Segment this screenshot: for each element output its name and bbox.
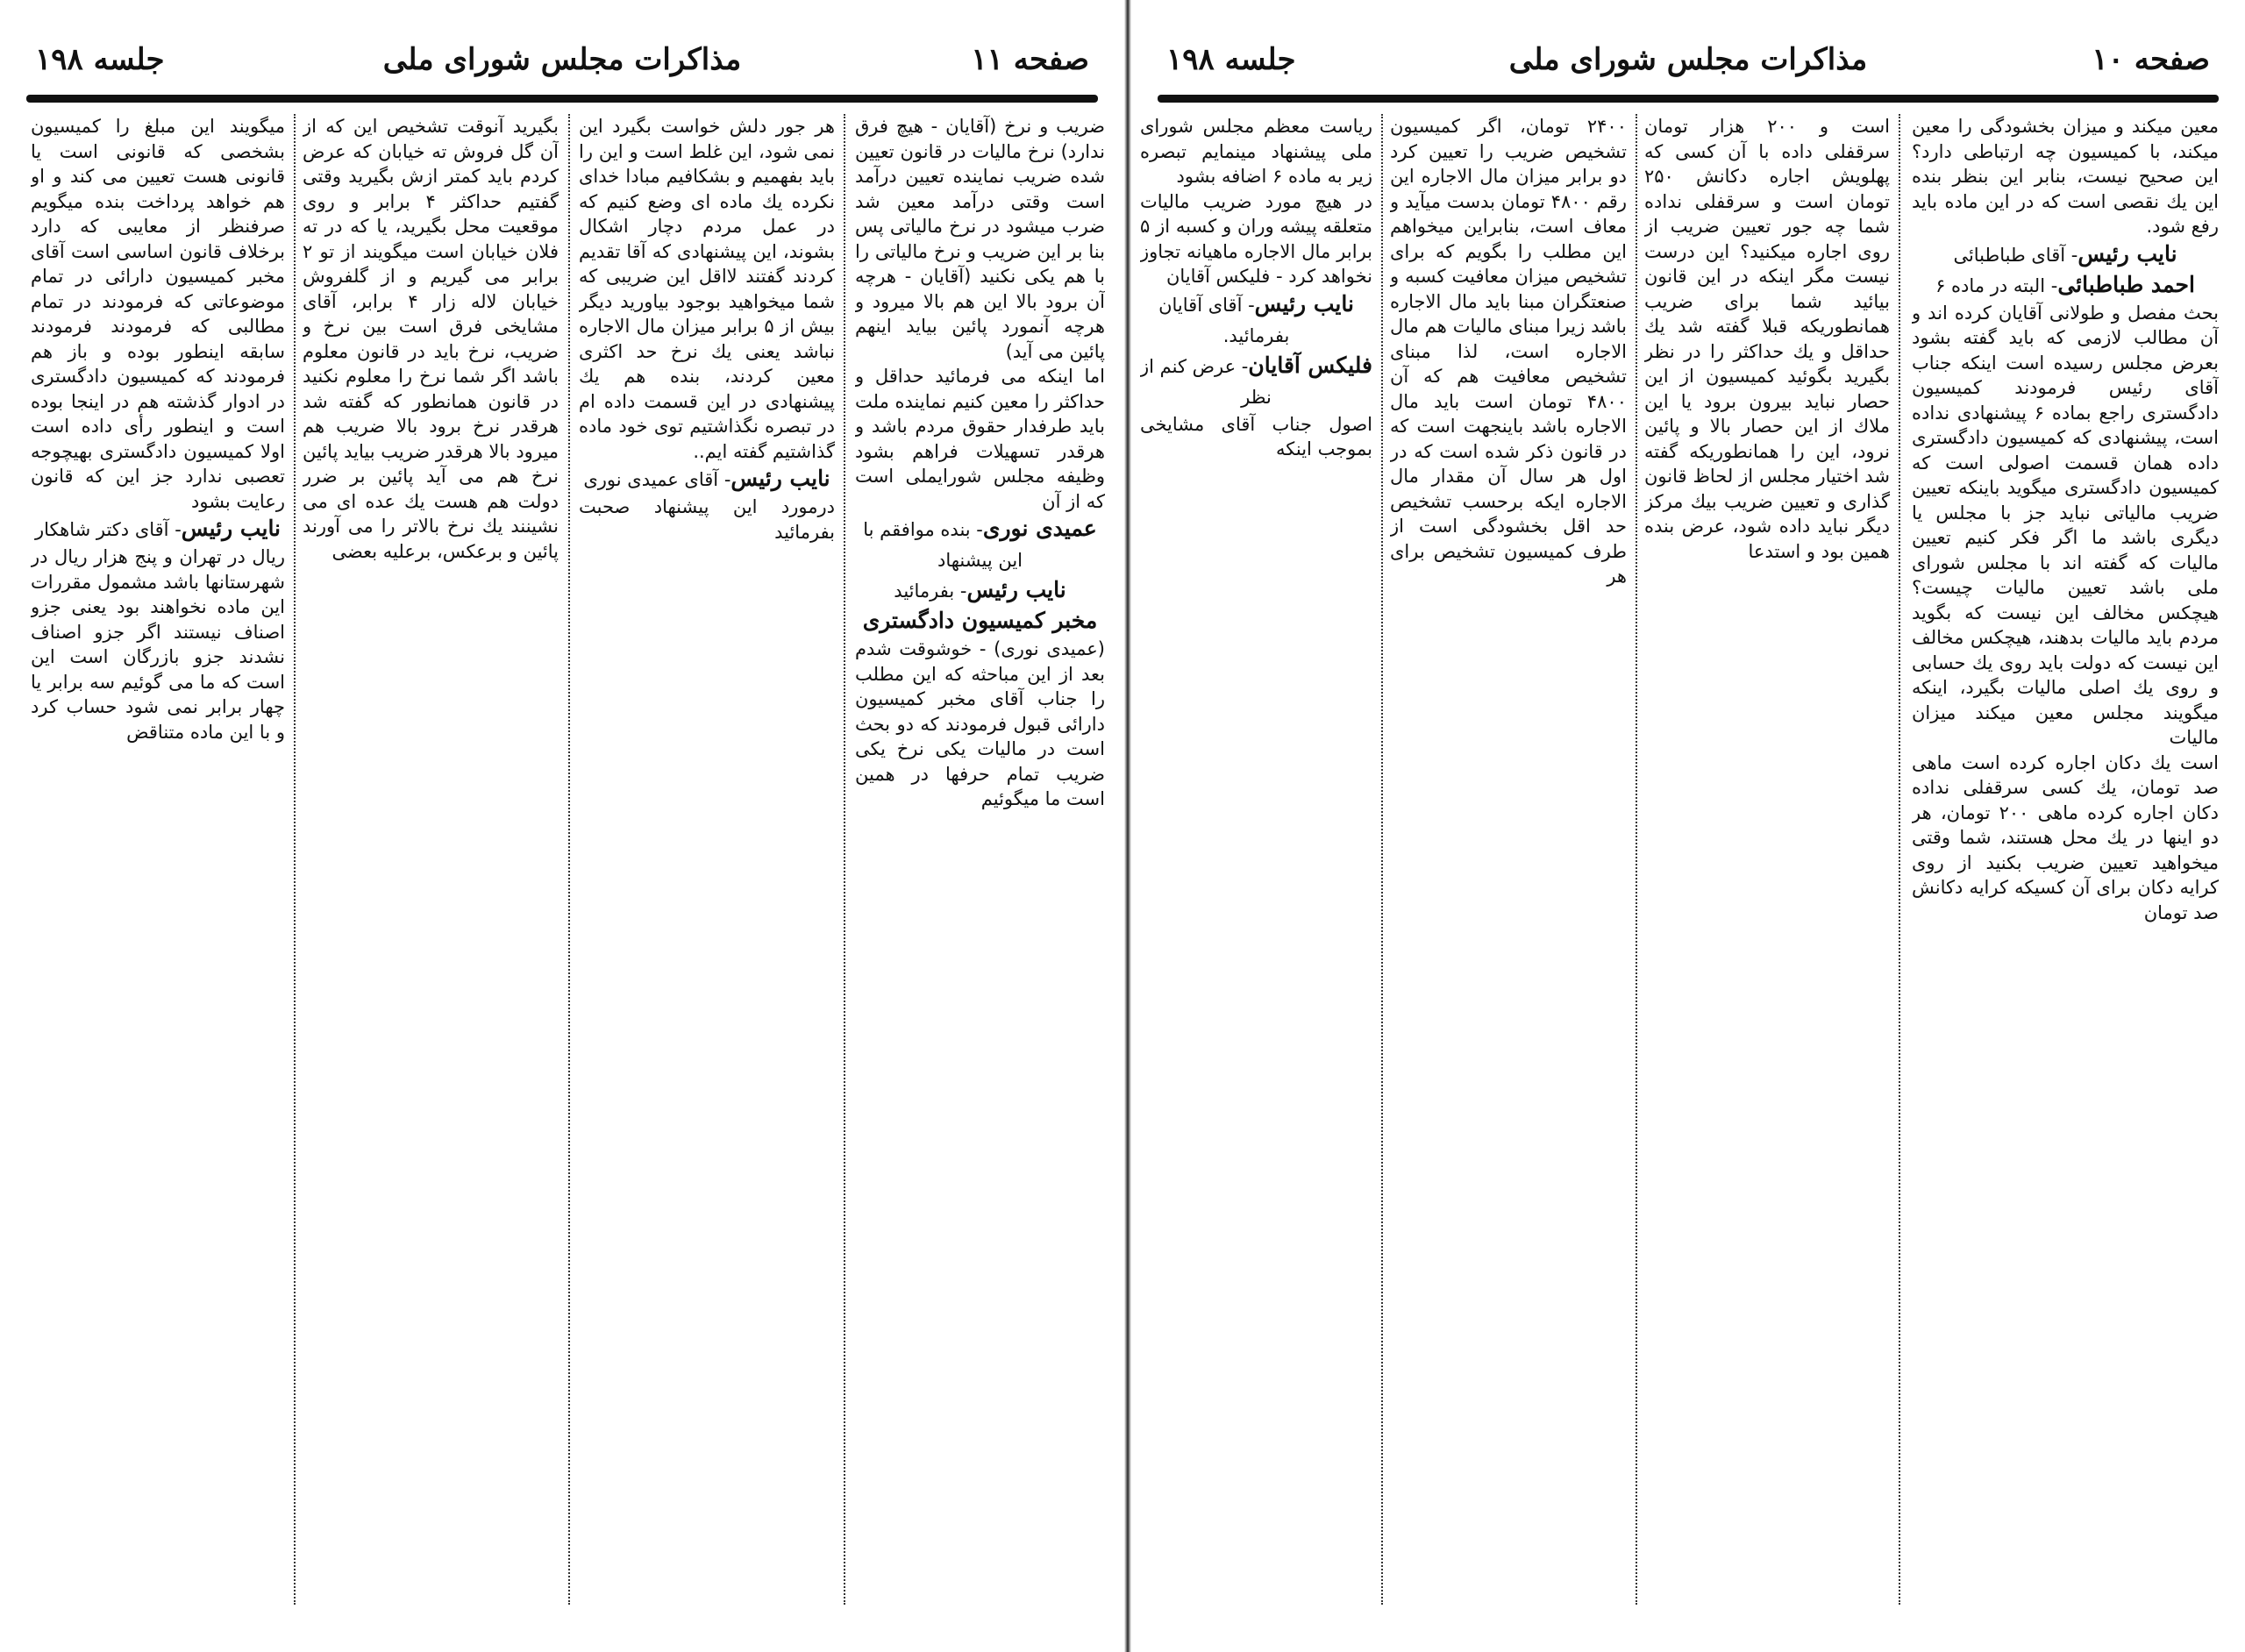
column (303, 114, 559, 1605)
column (1140, 114, 1372, 1605)
paragraph: معین میکند و میزان بخشودگی را معین میکند، با کمیسیون چه ارتباطی دارد؟ این صحیح نیست، بنابر این بنظر بنده این یك نقصی است که در این ماده باید رفع شود. (1912, 116, 2219, 237)
column-divider (1899, 114, 1901, 1605)
paragraph: اصول جناب آقای مشایخی بموجب اینکه (1140, 413, 1372, 459)
paragraph: میگویند این مبلغ را کمیسیون بشخصی که قانونی است یا قانونی هست تعیین می کند و او هم خواهد پرداخت بنده میگویم صرفنظر از معایبی که دارد برخلاف قانون اساسی است آقای مخبر کمیسیون دارائی در تمام موضوعاتی که فرمودند در تمام مطالبی که فرمودند فرمودند سابقه اینطور بوده و باز هم فرمودند که کمیسیون دادگستری در ادوار گذشته هم در اینجا بوده است و اینطور رأی داده است اولا کمیسیون دادگستری بهیچوجه تعصبی ندارد جز این که قانون رعایت بشود (31, 116, 285, 512)
speaker-remark: - البته در ماده ۶ (1935, 274, 2058, 296)
running-title: مذاکرات مجلس شورای ملی (1508, 42, 1868, 77)
speaker-heading (1140, 351, 1372, 412)
column-divider (294, 114, 296, 1605)
speaker-remark: - عرض کنم از نظر (1140, 355, 1272, 408)
paragraph: اما اینکه می فرمائید حداقل و حداکثر را معین کنیم نماینده ملت باید طرفدار حقوق مردم باشد و هرقدر تسهیلات فراهم بشود وظیفه مجلس شورایملی است که از آن (855, 366, 1105, 512)
speaker-name: نایب رئیس (966, 577, 1066, 602)
column (31, 114, 285, 1605)
speaker-heading (1912, 239, 2219, 270)
column (579, 114, 835, 1605)
speaker-remark: - بنده موافقم با این پیشنهاد (863, 519, 1023, 571)
page-number: صفحه ۱۰ (2092, 42, 2210, 77)
page-number: صفحه ۱۱ (971, 42, 1089, 77)
header-rule (26, 95, 1098, 103)
header-rule (1158, 95, 2219, 103)
paragraph: در هیچ مورد ضریب مالیات متعلقه پیشه وران و کسبه از ۵ برابر مال الاجاره ماهیانه تجاوز نخواهد کرد - فلیکس آقایان (1140, 190, 1372, 287)
speaker-remark: - آقای طباطبائی (1953, 244, 2078, 266)
speaker-name: احمد طباطبائی (2057, 271, 2195, 297)
speaker-remark: - آقای دکتر شاهکار (34, 519, 182, 540)
speaker-heading (855, 606, 1105, 637)
page-10 (1131, 0, 2245, 1652)
paragraph: درمورد این پیشنهاد صحبت بفرمائید (579, 496, 835, 543)
speaker-heading (855, 514, 1105, 575)
speaker-name: عمیدی نوری (982, 516, 1097, 541)
speaker-remark: - آقای عمیدی نوری (583, 469, 731, 490)
speaker-heading (579, 464, 835, 495)
paragraph: ضریب و نرخ (آقایان - هیچ فرق ندارد) نرخ مالیات در قانون تعیین شده ضریب نماینده تعیین درآمد است وقتی درآمد معین شد ضرب میشود در نرخ مالیاتی پس بنا بر این ضریب و نرخ مالیاتی را با هم یکی نکنید (آقایان - هرچه آن برود بالا این هم بالا میرود و هرچه آنمورد پائین بیاید اینهم پائین می آید) (855, 116, 1105, 362)
column (1644, 114, 1890, 1605)
speaker-name: نایب رئیس (1254, 290, 1354, 317)
paragraph: ۲۴۰۰ تومان، اگر کمیسیون تشخیص ضریب را تعیین کرد دو برابر میزان مال الاجاره این رقم ۴۸۰۰ تومان بدست میآید و معاف است، بنابراین میخواهم این مطلب را بگویم که برای تشخیص میزان معافیت کسبه و صنعتگران مبنا باید مال الاجاره باشد زیرا مبنای مالیات هم مال الاجاره است، لذا مبنای تشخیص معافیت هم که آن ۴۸۰۰ تومان است باید مال الاجاره باشد باینجهت است که در قانون ذکر شده است که در اول هر سال آن مقدار مال الاجاره ایکه برحسب تشخیص حد اقل بخشودگی است از طرف کمیسیون تشخیص برای هر (1390, 116, 1627, 587)
paragraph: ریاست معظم مجلس شورای ملی پیشنهاد مینمایم تبصره زیر به ماده ۶ اضافه بشود (1140, 116, 1372, 187)
speaker-name: نایب رئیس (181, 516, 282, 541)
page-gutter (1124, 0, 1131, 1652)
paragraph: (عمیدی نوری) - خوشوقت شدم بعد از این مباحثه که این مطلب را جناب آقای مخبر کمیسیون دارائی قبول فرمودند که دو بحث است در مالیات یکی نرخ یکی ضریب تمام حرفها در همین است ما میگوئیم (855, 638, 1105, 809)
paragraph: است و ۲۰۰ هزار تومان سرقفلی داده با آن کسی که پهلویش اجاره دکانش ۲۵۰ تومان است و سرقفلی نداده شما چه جور تعیین ضریب از روی اجاره میکنید؟ این درست نیست مگر اینکه در این قانون بیائید شما برای ضریب همانطوریکه قبلا گفته شد یك حداقل و یك حداکثر را در نظر بگیرید بگوئید کمیسیون از این حصار نباید بیرون برود یا این ملاك از این حصار بالا و پائین نرود، این را همانطوریکه گفته شد اختیار مجلس از لحاظ قانون گذاری و تعیین ضریب بیك مرکز دیگر نباید داده شود، عرض بنده همین بود و استدعا (1644, 116, 1890, 562)
paragraph: ریال در تهران و پنج هزار ریال در شهرستانها باشد مشمول مقررات این ماده نخواهند بود یعنی جزو اصناف نیستند اگر جزو اصناف نشدند جزو بازرگان است این است که ما می گوئیم سه برابر یا چهار برابر نمی شود حساب کرد و با این ماده متناقض (31, 546, 285, 743)
speaker-remark: - بفرمائید (894, 580, 967, 602)
speaker-heading (1912, 270, 2219, 301)
speaker-heading (1140, 289, 1372, 351)
running-title: مذاکرات مجلس شورای ملی (382, 42, 742, 77)
paragraph: بحث مفصل و طولانی آقایان کرده اند و آن مطالب لازمی که باید گفته بشود بعرض مجلس رسیده است اینکه جناب آقای رئیس فرمودند کمیسیون دادگستری راجع بماده ۶ پیشنهادی نداده است، پیشنهادی که کمیسیون دادگستری داده همان قسمت اصولی است که کمیسیون دادگستری میگوید باینکه تعیین ضریب مالیاتی نباید جز با مجلس یا دیگری باشد ما اگر فکر کنیم تعیین مالیات که گفته اند با مجلس شورای ملی باشد تعیین مالیات چیست؟ هیچکس مخالف این نیست که بگوید مردم باید مالیات بدهند، هیچکس مخالف این نیست که دولت باید روی یك حسابی و روی یك اصلی مالیات بگیرد، اینکه میگویند مجلس معین میکند میزان مالیات (1912, 302, 2219, 748)
column-divider (844, 114, 846, 1605)
speaker-heading (31, 514, 285, 545)
column-divider (568, 114, 571, 1605)
column (1912, 114, 2219, 1605)
speaker-heading (855, 575, 1105, 606)
speaker-name: نایب رئیس (731, 466, 830, 491)
column (1390, 114, 1627, 1605)
speaker-remark: - آقای آقایان بفرمائید. (1158, 294, 1290, 346)
column-divider (1381, 114, 1384, 1605)
speaker-name: نایب رئیس (2078, 240, 2177, 267)
session-number: جلسه ۱۹۸ (35, 42, 165, 77)
paragraph: هر جور دلش خواست بگیرد این نمی شود، این غلط است و این را باید بفهمیم و بشکافیم مبادا خدای نکرده یك ماده ای وضع کنیم که در عمل مردم دچار اشکال بشوند، این پیشنهادی که آقا تقدیم کردند گفتند لااقل این ضریبی که شما میخواهید بوجود بیاورید دیگر بیش از ۵ برابر میزان مال الاجاره نباشد یعنی یك نرخ حد اکثری معین کردند، بنده هم یك پیشنهادی در این قسمت داده ام در تبصره نگذاشتیم توی خود ماده گذاشتیم گفته ایم.. (579, 116, 835, 462)
column (855, 114, 1105, 1605)
session-number: جلسه ۱۹۸ (1166, 42, 1296, 77)
paragraph: بگیرید آنوقت تشخیص این که از آن گل فروش ته خیابان که عرض کردم باید کمتر ازش بگیرید وقتی گفتیم حداکثر ۴ برابر و روی موقعیت محل بگیرید، یا که در ته فلان خیابان است میگویند از تو ۲ برابر می گیریم و از گلفروش خیابان لاله زار ۴ برابر، آقای مشایخی فرق است بین نرخ و ضریب، نرخ باید در قانون معلوم باشد اگر شما نرخ را معلوم نکنید در قانون همانطور که گفته شد هرقدر نرخ برود بالا ضریب هم میرود بالا هرقدر ضریب بیاید پائین نرخ هم می آید پائین بر ضرر دولت هم هست یك عده ای می نشینند یك نرخ بالاتر را می آورند پائین و برعکس، برعلیه بعضی (303, 116, 559, 562)
speaker-name: فلیکس آقایان (1248, 352, 1372, 378)
column-divider (1636, 114, 1638, 1605)
speaker-name: مخبر کمیسیون دادگستری (862, 608, 1098, 633)
paragraph: است یك دکان اجاره کرده است ماهی صد تومان، یك کسی سرقفلی نداده دکان اجاره کرده ماهی ۲۰۰ تومان، هر دو اینها در یك محل هستند، شما وقتی میخواهید تعیین ضریب بکنید از روی کرایه دکان برای آن کسیکه کرایه دکانش صد تومان (1912, 751, 2219, 923)
